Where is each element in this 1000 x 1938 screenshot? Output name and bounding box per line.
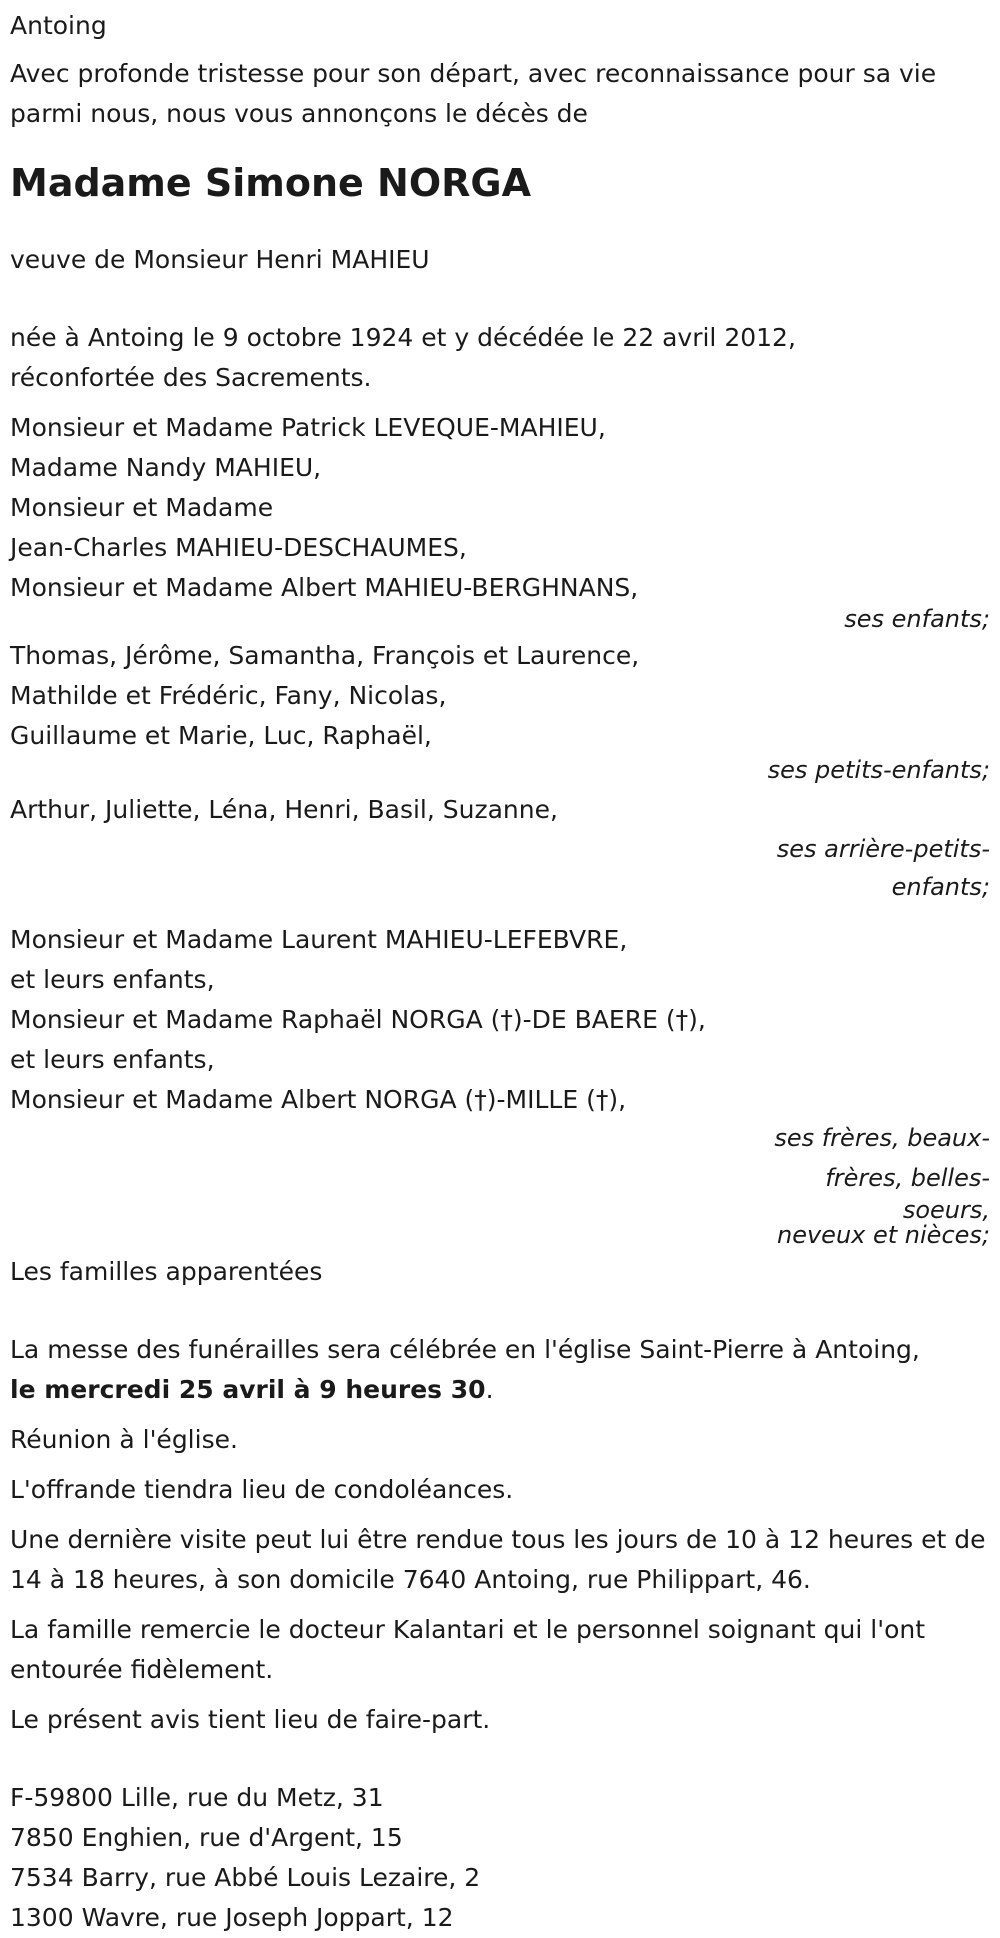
- family-line: Monsieur et Madame Albert MAHIEU-BERGHNANS,: [10, 573, 639, 602]
- family-line: Madame Nandy MAHIEU,: [10, 453, 322, 482]
- family-line: Thomas, Jérôme, Samantha, François et Laurence,: [10, 641, 640, 670]
- birth-death-block: [10, 318, 990, 398]
- family-line: et leurs enfants,: [10, 965, 215, 994]
- widow-of-line: veuve de Monsieur Henri MAHIEU: [10, 245, 430, 274]
- family-line: Monsieur et Madame Laurent MAHIEU-LEFEBVRE,: [10, 925, 628, 954]
- grandchildren-group: [10, 636, 990, 784]
- great-grandchildren-group: [10, 790, 990, 906]
- address-item: 1300 Wavre, rue Joseph Joppart, 12: [10, 1903, 454, 1932]
- relation-line: ses frères, beaux-: [774, 1124, 990, 1152]
- related-families: Les familles apparentées: [10, 1257, 323, 1286]
- relation-great-grandchildren: [760, 830, 990, 906]
- relation-grandchildren: ses petits-enfants;: [767, 756, 990, 784]
- family-line: Monsieur et Madame Raphaël NORGA (†)-DE BAERE (†),: [10, 1005, 706, 1034]
- intro-paragraph: Avec profonde tristesse pour son départ, avec reconnaissance pour sa vie parmi nous, nous vous annonçons le décès de: [10, 59, 937, 128]
- mass-date: le mercredi 25 avril à 9 heures 30: [10, 1375, 486, 1404]
- relation-siblings: [760, 1118, 990, 1248]
- address-list: [10, 1778, 990, 1938]
- thanks-paragraph: La famille remercie le docteur Kalantari et le personnel soignant qui l'ont entourée fidèlement.: [10, 1615, 926, 1684]
- mass-paragraph: [10, 1330, 990, 1410]
- family-line: Monsieur et Madame Albert NORGA (†)-MILLE (†),: [10, 1085, 627, 1114]
- town-heading: Antoing: [10, 11, 107, 40]
- address-item: 7534 Barry, rue Abbé Louis Lezaire, 2: [10, 1863, 481, 1892]
- address-item: F-59800 Lille, rue du Metz, 31: [10, 1783, 384, 1812]
- family-line: Mathilde et Frédéric, Fany, Nicolas,: [10, 681, 447, 710]
- visit-paragraph: Une dernière visite peut lui être rendue tous les jours de 10 à 12 heures et de 14 à 18 heures, à son domicile 7640 Antoing, rue Philippart, 46.: [10, 1525, 986, 1594]
- meeting-paragraph: Réunion à l'église.: [10, 1425, 238, 1454]
- birth-death-line: née à Antoing le 9 octobre 1924 et y décédée le 22 avril 2012,: [10, 323, 796, 352]
- family-line: Guillaume et Marie, Luc, Raphaël,: [10, 721, 432, 750]
- family-line: et leurs enfants,: [10, 1045, 215, 1074]
- address-item: 7850 Enghien, rue d'Argent, 15: [10, 1823, 403, 1852]
- family-line: Monsieur et Madame Patrick LEVEQUE-MAHIEU,: [10, 413, 606, 442]
- relation-line: frères, belles-: [825, 1164, 990, 1192]
- offering-paragraph: L'offrande tiendra lieu de condoléances.: [10, 1475, 514, 1504]
- sacraments-line: réconfortée des Sacrements.: [10, 363, 372, 392]
- mass-text: La messe des funérailles sera célébrée en l'église Saint-Pierre à Antoing,: [10, 1335, 920, 1364]
- deceased-name: Madame Simone NORGA: [10, 161, 532, 205]
- family-line: Arthur, Juliette, Léna, Henri, Basil, Suzanne,: [10, 795, 558, 824]
- family-line: Jean-Charles MAHIEU-DESCHAUMES,: [10, 533, 467, 562]
- mass-date-suffix: .: [485, 1375, 494, 1404]
- relation-line: enfants;: [891, 873, 990, 901]
- relation-line: soeurs,: [902, 1196, 990, 1224]
- children-group: [10, 408, 990, 633]
- notice-statement: Le présent avis tient lieu de faire-part.: [10, 1705, 491, 1734]
- relation-line: ses arrière-petits-: [776, 835, 990, 863]
- relation-children: ses enfants;: [844, 605, 990, 633]
- siblings-group: [10, 920, 990, 1248]
- family-line: Monsieur et Madame: [10, 493, 274, 522]
- relation-line: neveux et nièces;: [777, 1221, 990, 1249]
